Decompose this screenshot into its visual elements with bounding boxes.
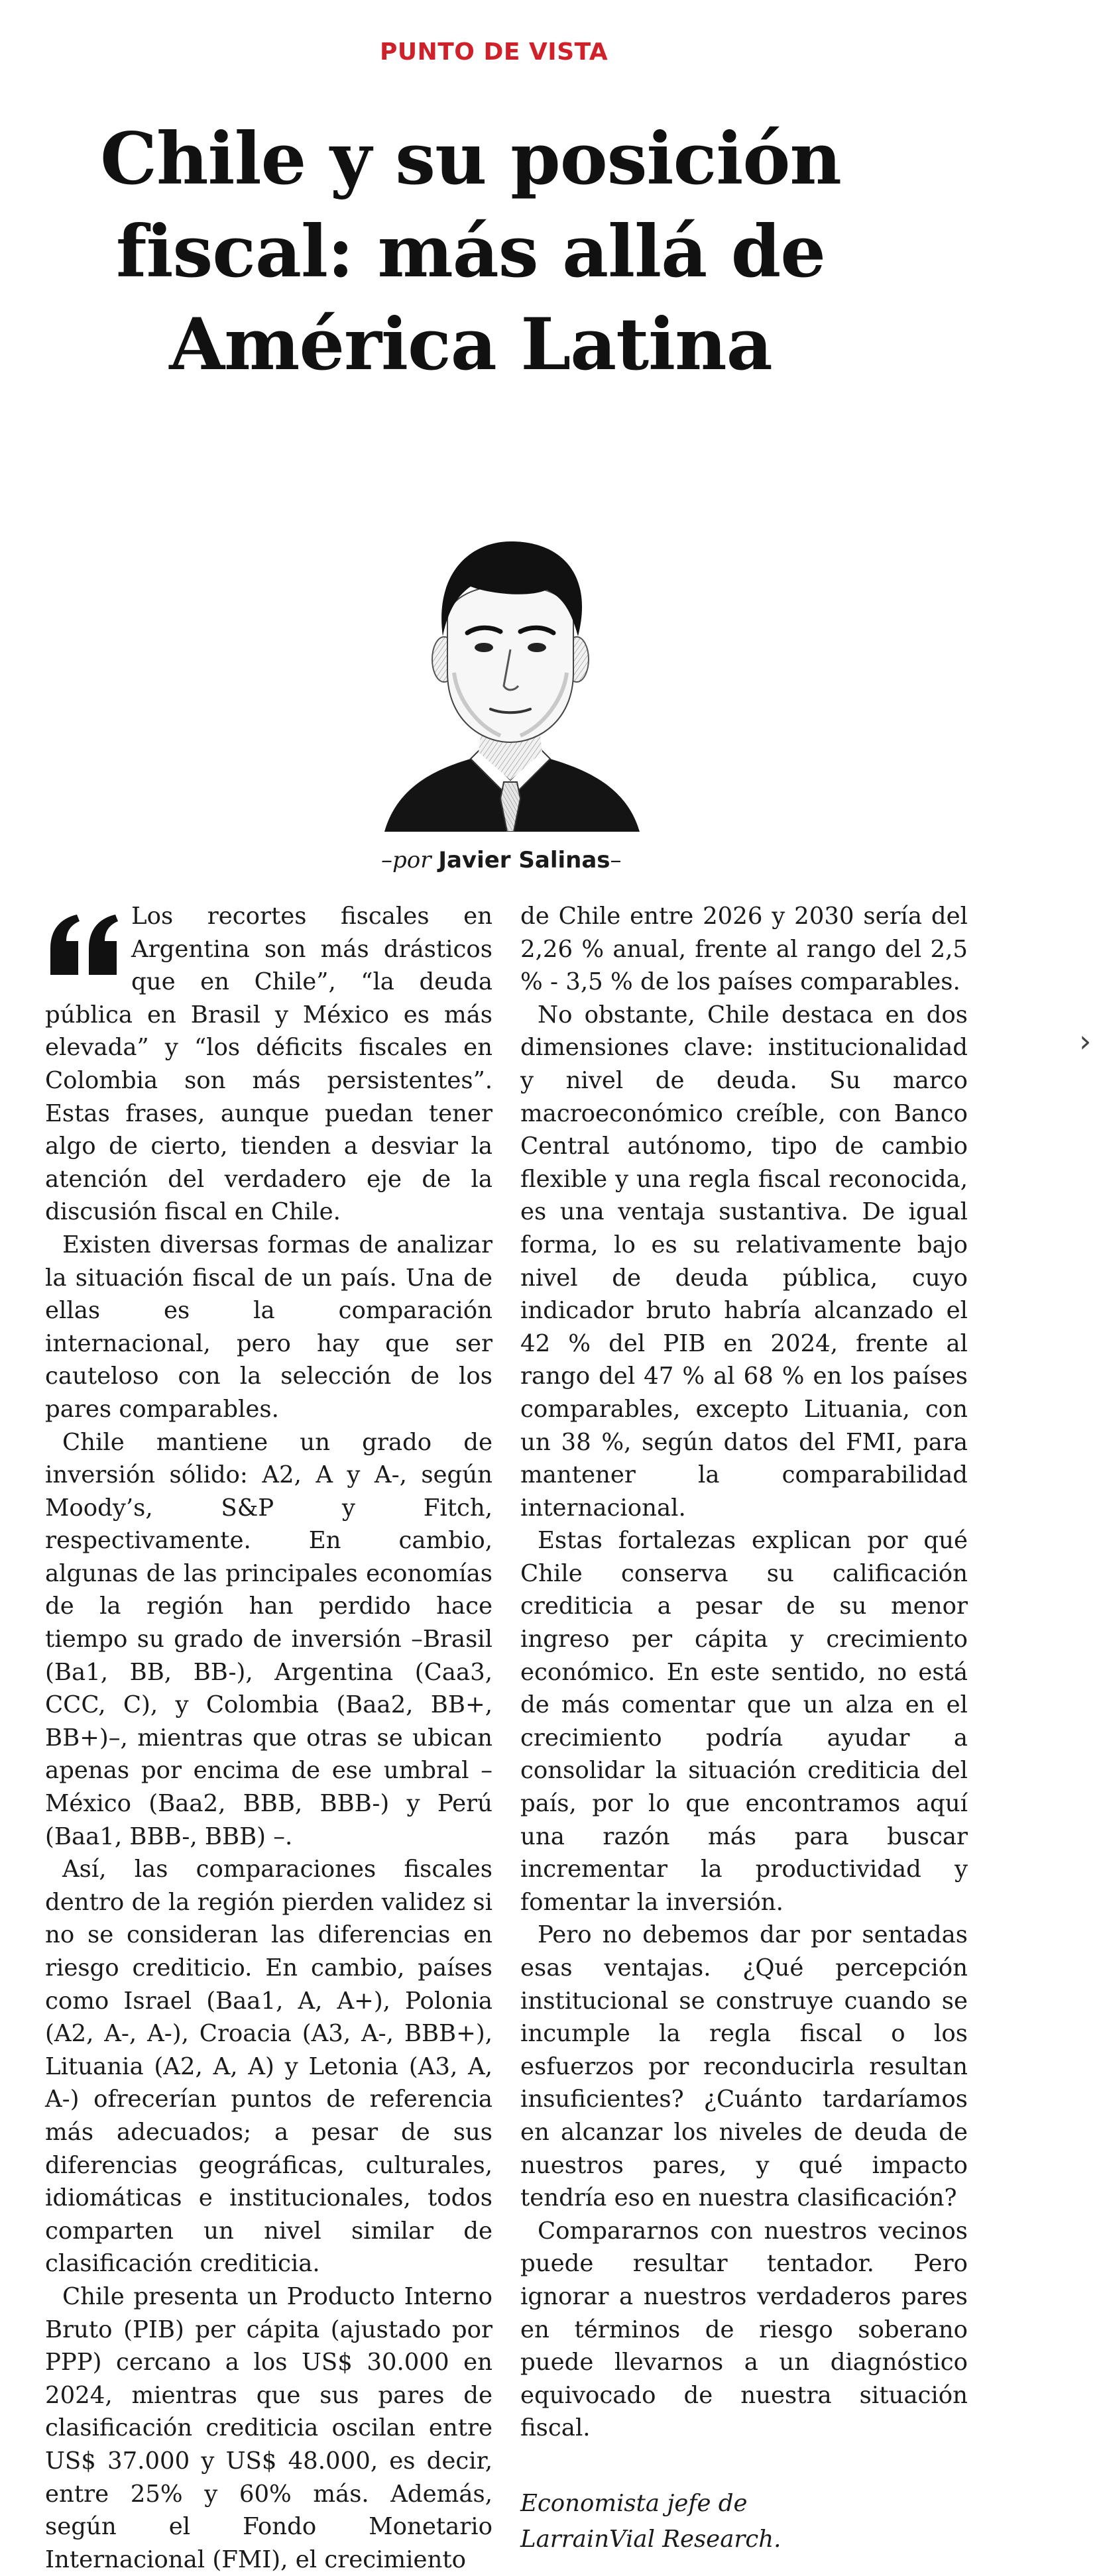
section-label: PUNTO DE VISTA — [380, 38, 608, 66]
article-column-left — [45, 900, 492, 2576]
headline-line: América Latina — [169, 303, 772, 386]
signature-line: LarrainVial Research. — [520, 2525, 781, 2553]
article-paragraph: Así, las comparaciones fiscales dentro de la región pierden validez si no se consideran las diferencias en riesgo crediticio. En cambio, países como Israel (Baa1, A, A+), Polonia (A2, A-, A-), Croacia (A3, A-, BBB+), Lituania (A2, A, A) y Letonia (A3, A, A-) ofrecerían puntos de referencia más adecuados; a pesar de sus diferencias geográficas, culturales, idiomáticas e institucionales, todos comparten un nivel similar de clasificación crediticia. — [45, 1856, 492, 2278]
headline-line: Chile y su posición — [100, 117, 841, 201]
chevron-right-icon[interactable]: › — [1079, 1023, 1092, 1059]
byline — [381, 847, 622, 873]
article-paragraph: Chile presenta un Producto Interno Bruto (PIB) per cápita (ajustado por PPP) cercano a los US$ 30.000 en 2024, mientras que sus pares de clasificación crediticia oscilan entre US$ 37.000 y US$ 48.000, es decir, entre 25% y 60% más. Además, según el Fondo Monetario Internacional (FMI), el crecimiento — [45, 2282, 492, 2573]
article-paragraph: Estas fortalezas explican por qué Chile conserva su calificación crediticia a pesar de su menor ingreso per cápita y crecimiento económico. En este sentido, no está de más comentar que un alza en el crecimiento podría ayudar a consolidar la situación crediticia del país, por lo que encontramos aquí una razón más para buscar incrementar la productividad y fomentar la inversión. — [520, 1527, 968, 1916]
article-column-right — [520, 900, 968, 2557]
article-paragraph: Compararnos con nuestros vecinos puede resultar tentador. Pero ignorar a nuestros verdaderos pares en términos de riesgo soberano puede llevarnos a un diagnóstico equivocado de nuestra situación fiscal. — [520, 2217, 968, 2442]
author-portrait — [371, 520, 650, 832]
article-paragraph: Chile mantiene un grado de inversión sólido: A2, A y A-, según Moody’s, S&P y Fitch, respectivamente. En cambio, algunas de las principales economías de la región han perdido hace tiempo su grado de inversión –Brasil (Ba1, BB, BB-), Argentina (Caa3, CCC, C), y Colombia (Baa2, BB+, BB+)–, mientras que otras se ubican apenas por encima de ese umbral –México (Baa2, BBB, BBB-) y Perú (Baa1, BBB-, BBB) –. — [45, 1428, 492, 1850]
article-paragraph: de Chile entre 2026 y 2030 sería del 2,26 % anual, frente al rango del 2,5 % - 3,5 % de los países comparables. — [520, 903, 968, 996]
quote-mark-icon — [45, 912, 125, 978]
article-paragraph: Pero no debemos dar por sentadas esas ventajas. ¿Qué percepción institucional se construye cuando se incumple la regla fiscal o los esfuerzos por reconducirla resultan insuficientes? ¿Cuánto tardaríamos en alcanzar los niveles de deuda de nuestros pares, y qué impacto tendría eso en nuestra clasificación? — [520, 1921, 968, 2212]
headline — [53, 113, 888, 391]
headline-line: fiscal: más allá de — [115, 210, 826, 294]
article-paragraph: Los recortes fiscales en Argentina son más drásticos que en Chile”, “la deuda pública en Brasil y México es más elevada” y “los déficits fiscales en Colombia son más persistentes”. Estas frases, aunque puedan tener algo de cierto, tienden a desviar la atención del verdadero eje de la discusión fiscal en Chile. — [45, 903, 492, 1226]
signature-line: Economista jefe de — [520, 2489, 748, 2517]
author-name: Javier Salinas — [438, 847, 610, 873]
author-signature — [520, 2486, 968, 2557]
article-paragraph: No obstante, Chile destaca en dos dimensiones clave: institucionalidad y nivel de deuda. Su marco macroeconómico creíble, con Banco Central autónomo, tipo de cambio flexible y una regla fiscal reconocida, es una ventaja sustantiva. De igual forma, lo es su relativamente bajo nivel de deuda pública, cuyo indicador bruto habría alcanzado el 42 % del PIB en 2024, frente al rango del 47 % al 68 % en los países comparables, excepto Lituania, con un 38 %, según datos del FMI, para mantener la comparabilidad internacional. — [520, 1001, 968, 1522]
byline-prefix: –por — [381, 847, 432, 873]
article-paragraph: Existen diversas formas de analizar la situación fiscal de un país. Una de ellas es la comparación internacional, pero hay que ser cauteloso con la selección de los pares comparables. — [45, 1231, 492, 1423]
byline-suffix: – — [610, 847, 622, 873]
